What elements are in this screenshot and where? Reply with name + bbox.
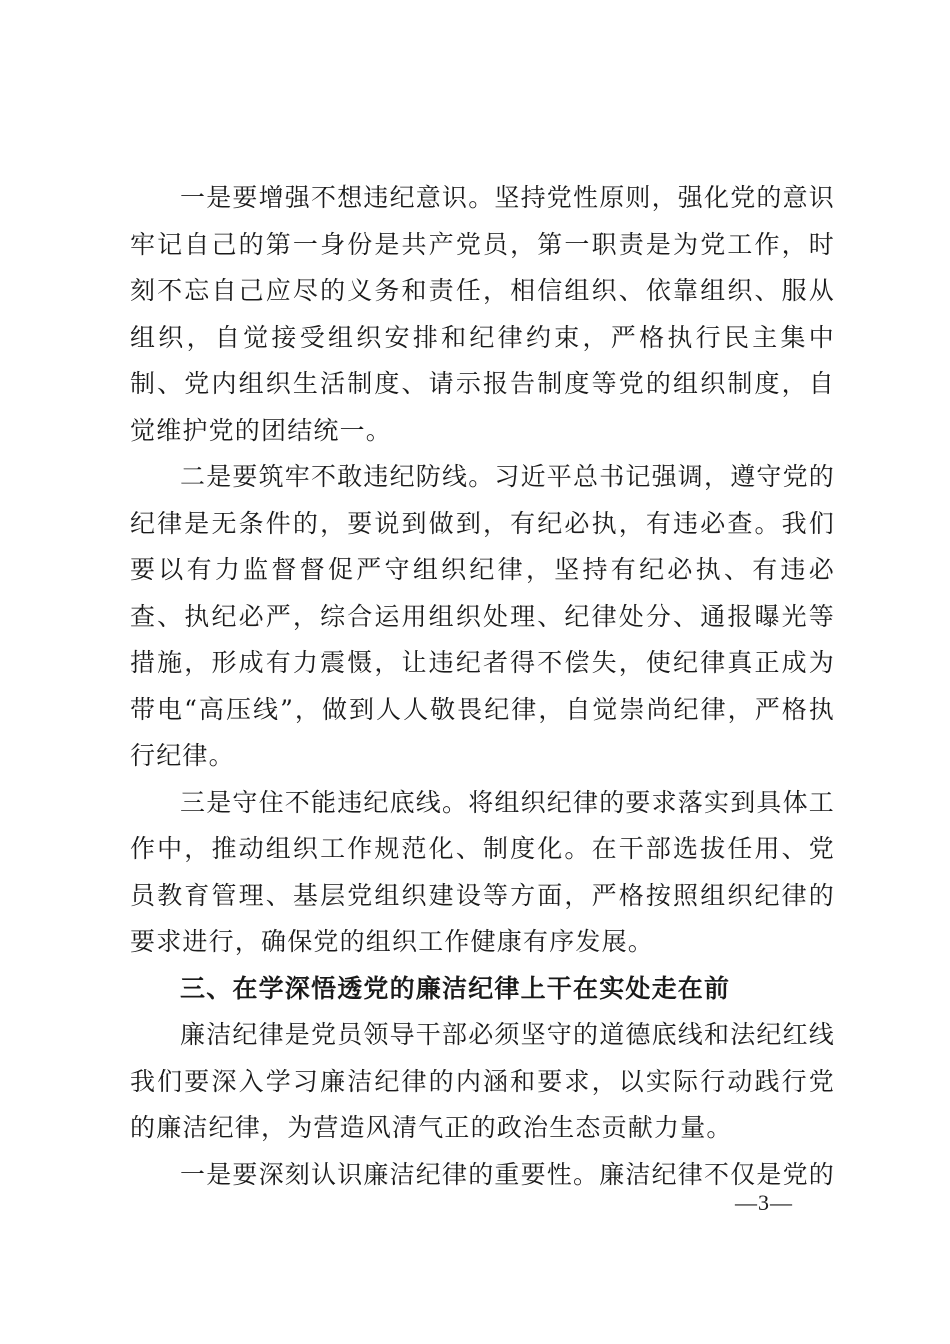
paragraph-integrity-importance: 一是要深刻认识廉洁纪律的重要性。廉洁纪律不仅是党的 [180,1159,836,1189]
document-body [130,175,835,1198]
paragraph-discipline-defense: 二是要筑牢不敢违纪防线。习近平总书记强调，遵守党的纪律是无条件的，要说到做到，有纪必执，有违必查。我们要以有力监督督促严守组织纪律，坚持有纪必执、有违必查、执纪必严，综合运用组织处理、纪律处分、通报曝光等措施，形成有力震慑，让违纪者得不偿失，使纪律真正成为带电“高压线”，做到人人敬畏纪律，自觉崇尚纪律，严格执行纪律。 [130,462,836,770]
paragraph-discipline-bottom-line: 三是守住不能违纪底线。将组织纪律的要求落实到具体工作中，推动组织工作规范化、制度化。在干部选拔任用、党员教育管理、基层党组织建设等方面，严格按照组织纪律的要求进行，确保党的组织工作健康有序发展。 [130,787,836,956]
paragraph-integrity-intro: 廉洁纪律是党员领导干部必须坚守的道德底线和法纪红线我们要深入学习廉洁纪律的内涵和要求，以实际行动践行党的廉洁纪律，为营造风清气正的政治生态贡献力量。 [130,1020,836,1142]
section-heading-integrity: 三、在学深悟透党的廉洁纪律上干在实处走在前 [180,973,731,1003]
page-number: —3— [735,1190,793,1215]
paragraph-discipline-awareness: 一是要增强不想违纪意识。坚持党性原则，强化党的意识牢记自己的第一身份是共产党员，第一职责是为党工作，时刻不忘自己应尽的义务和责任，相信组织、依靠组织、服从组织，自觉接受组织安排和纪律约束，严格执行民主集中制、党内组织生活制度、请示报告制度等党的组织制度，自觉维护党的团结统一。 [130,183,836,445]
